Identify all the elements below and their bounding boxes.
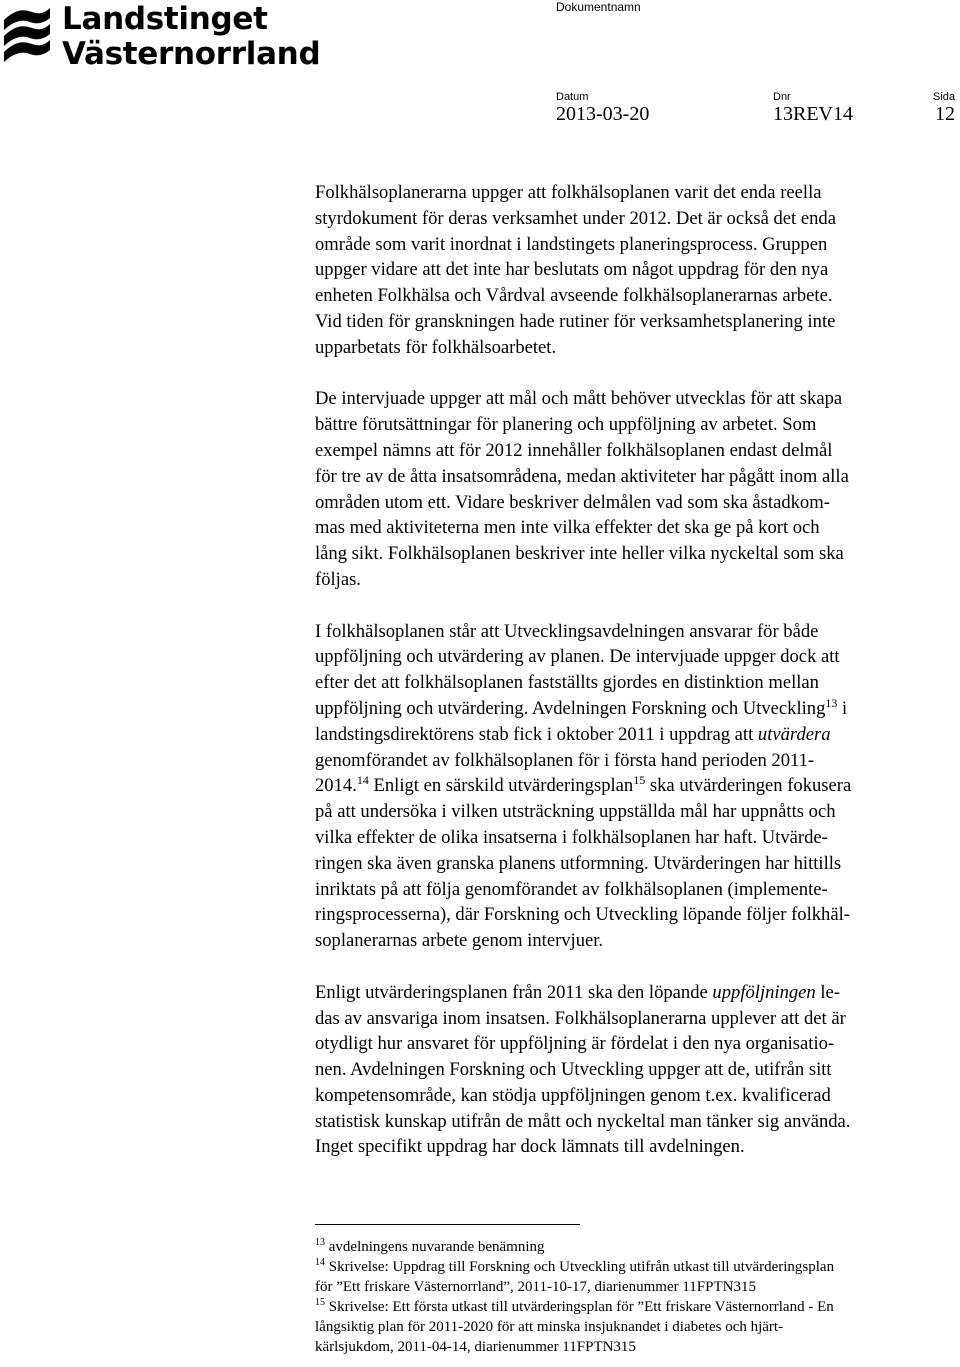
text-run: Enligt en särskild utvärderingsplan — [368, 775, 634, 797]
text-line: De intervjuade uppger att mål och mått behöver utvecklas för att skapa — [315, 388, 843, 410]
footnote-text: avdelningens nuvarande benämning — [328, 1239, 545, 1255]
text-line: I folkhälsoplanen står att Utvecklingsavdelningen ansvarar för både — [315, 620, 819, 642]
footnote-number: 13 — [315, 1237, 325, 1248]
page-label: Sida — [933, 91, 956, 103]
text-run: uppföljning och utvärdering. Avdelningen Forskning och Utveckling — [315, 697, 826, 719]
text-line: exempel nämns att för 2012 innehåller folkhälsoplanen endast delmål — [315, 439, 833, 461]
footnote-divider — [315, 1224, 580, 1225]
text-run: Enligt utvärderingsplanen från 2011 ska den löpande — [315, 981, 713, 1003]
text-line: mas med aktiviteterna men inte vilka effekter det ska ge på kort och — [315, 517, 820, 539]
document-body — [315, 180, 960, 1186]
paragraph-3 — [315, 619, 960, 954]
page-number: 12 — [935, 103, 955, 125]
text-line — [315, 980, 960, 1006]
text-line: kompetensområde, kan stödja uppföljningen genom t.ex. kvalificerad — [315, 1084, 831, 1106]
footnote-number: 14 — [315, 1257, 325, 1268]
date-value: 2013-03-20 — [556, 103, 650, 125]
text-line: enheten Folkhälsa och Vårdval avseende folkhälsoplanerarnas arbete. — [315, 285, 833, 307]
text-line: Folkhälsoplanerarna uppger att folkhälsoplanen varit det enda reella — [315, 182, 822, 203]
dnr-label: Dnr — [773, 91, 791, 103]
footnote-ref-13[interactable]: 13 — [825, 695, 838, 710]
text-line: Vid tiden för granskningen hade rutiner för verksamhetsplanering inte — [315, 310, 836, 332]
paragraph-4 — [315, 980, 960, 1161]
text-run: le- — [815, 981, 840, 1003]
footnote-text: Skrivelse: Ett första utkast till utvärderingsplan för ”Ett friskare Västernorrland - En — [328, 1299, 834, 1315]
landstinget-emblem-icon — [2, 4, 54, 68]
footnote-13 — [315, 1237, 960, 1257]
dnr-value: 13REV14 — [773, 103, 853, 125]
footnote-text-continued: kärlsjukdom, 2011-04-14, diarienummer 11FPTN315 — [315, 1339, 636, 1355]
footnote-number: 15 — [315, 1297, 325, 1308]
text-line: nen. Avdelningen Forskning och Utveckling uppger att de, utifrån sitt — [315, 1059, 832, 1081]
text-run: 2014. — [315, 775, 357, 797]
footnote-text: Skrivelse: Uppdrag till Forskning och Utveckling utifrån utkast till utvärderingsplan — [328, 1259, 835, 1275]
text-run: i — [837, 697, 848, 719]
text-line: ringen ska även granska planens utformning. Utvärderingen har hittills — [315, 852, 842, 874]
text-run: ska utvärderingen fokusera — [645, 775, 852, 797]
text-line — [315, 722, 960, 748]
text-line: otydligt hur ansvaret för uppföljning är fördelat i den nya organisatio- — [315, 1033, 835, 1055]
text-line: på att undersöka i vilken utsträckning uppställda mål har uppnåtts och — [315, 801, 836, 823]
document-name-label: Dokumentnamn — [556, 0, 641, 14]
footnote-text-continued: långsiktig plan för 2011-2020 för att minska insjuknandet i diabetes och hjärt- — [315, 1319, 784, 1335]
logo-line-1: Landstinget — [62, 1, 268, 37]
emphasis-text: utvärdera — [757, 723, 831, 745]
text-line: områden utom ett. Vidare beskriver delmålen vad som ska åstadkom- — [315, 491, 830, 513]
text-line: ringsprocesserna), där Forskning och Utveckling löpande följer folkhäl- — [315, 904, 850, 926]
text-line: inriktats på att följa genomförandet av folkhälsoplanen (implemente- — [315, 878, 828, 900]
footnote-14 — [315, 1257, 960, 1277]
text-line: bättre förutsättningar för planering och uppföljning av arbetet. Som — [315, 414, 817, 436]
footnote-ref-14[interactable]: 14 — [356, 773, 369, 788]
text-run: landstingsdirektörens stab fick i oktober 2011 i uppdrag att — [315, 723, 758, 745]
text-line — [315, 773, 960, 799]
text-line: upparbetats för folkhälsoarbetet. — [315, 336, 557, 358]
footnote-ref-15[interactable]: 15 — [633, 773, 646, 788]
text-line: område som varit inordnat i landstingets planeringsprocess. Gruppen — [315, 233, 828, 255]
text-line: följas. — [315, 568, 361, 590]
text-line: soplanerarnas arbete genom intervjuer. — [315, 930, 604, 952]
text-line: lång sikt. Folkhälsoplanen beskriver inte heller vilka nyckeltal som ska — [315, 543, 844, 565]
text-line: Inget specifikt uppdrag har dock lämnats till avdelningen. — [315, 1136, 745, 1158]
logo-line-2: Västernorrland — [62, 36, 321, 72]
text-line: uppger vidare att det inte har beslutats om något uppdrag för den nya — [315, 259, 829, 281]
text-line: statistisk kunskap utifrån de mått och nyckeltal man tänker sig använda. — [315, 1110, 851, 1132]
footnote-text-continued: för ”Ett friskare Västernorrland”, 2011-10-17, diarienummer 11FPTN315 — [315, 1279, 756, 1295]
text-line: vilka effekter de olika insatserna i folkhälsoplanen har haft. Utvärde- — [315, 826, 828, 848]
emphasis-text: uppföljningen — [712, 981, 816, 1003]
logo-wordmark — [62, 2, 320, 72]
paragraph-2 — [315, 386, 960, 592]
date-label: Datum — [556, 91, 589, 103]
text-line: uppföljning och utvärdering av planen. De intervjuade uppger dock att — [315, 646, 840, 668]
footnote-15 — [315, 1297, 960, 1317]
text-line: genomförandet av folkhälsoplanen för i första hand perioden 2011- — [315, 749, 815, 771]
footnotes — [315, 1237, 960, 1357]
organization-logo — [0, 0, 321, 75]
text-line: styrdokument för deras verksamhet under 2012. Det är också det enda — [315, 207, 836, 229]
text-line: das av ansvariga inom insatsen. Folkhälsoplanerarna upplever att det är — [315, 1007, 846, 1029]
paragraph-1 — [315, 180, 960, 361]
text-line: för tre av de åtta insatsområdena, medan aktiviteter har pågått inom alla — [315, 465, 849, 487]
text-line: efter det att folkhälsoplanen fastställts gjordes en distinktion mellan — [315, 672, 819, 694]
text-line — [315, 696, 960, 722]
